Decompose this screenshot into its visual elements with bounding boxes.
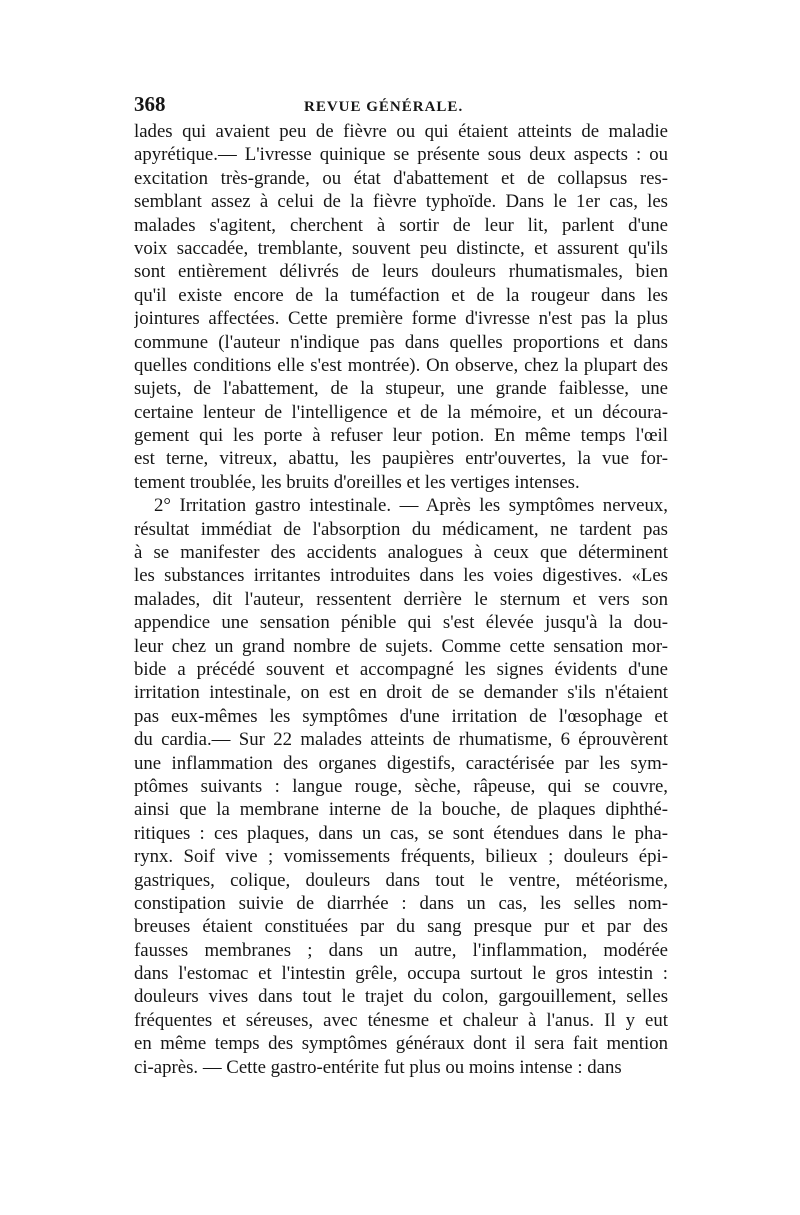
text-line: fréquentes et séreuses, avec ténesme et chaleur à l'anus. Il y eut: [134, 1009, 668, 1031]
text-line: ptômes suivants : langue rouge, sèche, râpeuse, qui se couvre,: [134, 775, 668, 797]
text-line: certaine lenteur de l'intelligence et de la mémoire, et un découra-: [134, 401, 668, 423]
text-line: apyrétique.— L'ivresse quinique se présente sous deux aspects : ou: [134, 144, 668, 166]
text-line: tement troublée, les bruits d'oreilles et les vertiges intenses.: [134, 471, 580, 493]
text-line: du cardia.— Sur 22 malades atteints de rhumatisme, 6 éprouvèrent: [134, 729, 668, 751]
text-line: pas eux-mêmes les symptômes d'une irritation de l'œsophage et: [134, 705, 668, 727]
text-line: dans l'estomac et l'intestin grêle, occupa surtout le gros intestin :: [134, 963, 668, 985]
text-line: ainsi que la membrane interne de la bouche, de plaques diphthé-: [134, 799, 668, 821]
text-line: à se manifester des accidents analogues à ceux que déterminent: [134, 542, 668, 564]
text-line: voix saccadée, tremblante, souvent peu distincte, et assurent qu'ils: [134, 237, 668, 259]
page-number: 368: [134, 92, 166, 116]
text-line: bide a précédé souvent et accompagné les signes évidents d'une: [134, 658, 668, 680]
text-line: excitation très-grande, ou état d'abattement et de collapsus res-: [134, 167, 668, 189]
text-line: ritiques : ces plaques, dans un cas, se sont étendues dans le pha-: [134, 822, 668, 844]
text-line: irritation intestinale, on est en droit de se demander s'ils n'étaient: [134, 682, 668, 704]
text-line: malades s'agitent, cherchent à sortir de leur lit, parlent d'une: [134, 214, 668, 236]
text-line: sont entièrement délivrés de leurs douleurs rhumatismales, bien: [134, 261, 668, 283]
text-line: résultat immédiat de l'absorption du médicament, ne tardent pas: [134, 518, 668, 540]
text-line: qu'il existe encore de la tuméfaction et de la rougeur dans les: [134, 284, 668, 306]
text-line: semblant assez à celui de la fièvre typhoïde. Dans le 1er cas, les: [134, 191, 668, 213]
text-line: constipation suivie de diarrhée : dans un cas, les selles nom-: [134, 892, 668, 914]
text-line: une inflammation des organes digestifs, caractérisée par les sym-: [134, 752, 668, 774]
journal-title: REVUE GÉNÉRALE.: [304, 99, 464, 115]
text-line: appendice une sensation pénible qui s'est élevée jusqu'à la dou-: [134, 612, 668, 634]
text-line: malades, dit l'auteur, ressentent derrière le sternum et vers son: [134, 588, 668, 610]
text-line: douleurs vives dans tout le trajet du colon, gargouillement, selles: [134, 986, 668, 1008]
text-line: quelles conditions elle s'est montrée). On observe, chez la plupart des: [134, 354, 668, 376]
text-line: ci-après. — Cette gastro-entérite fut plus ou moins intense : dans: [134, 1056, 622, 1078]
text-line: les substances irritantes introduites dans les voies digestives. «Les: [134, 565, 668, 587]
text-line: sujets, de l'abattement, de la stupeur, une grande faiblesse, une: [134, 378, 668, 400]
text-line: gement qui les porte à refuser leur potion. En même temps l'œil: [134, 425, 668, 447]
running-head: [134, 92, 668, 118]
text-line: breuses étaient constituées par du sang presque pur et par des: [134, 916, 668, 938]
text-line: leur chez un grand nombre de sujets. Comme cette sensation mor-: [134, 635, 668, 657]
text-line: commune (l'auteur n'indique pas dans quelles proportions et dans: [134, 331, 668, 353]
text-line: rynx. Soif vive ; vomissements fréquents, bilieux ; douleurs épi-: [134, 846, 668, 868]
document-page: [134, 92, 668, 1079]
text-line: lades qui avaient peu de fièvre ou qui étaient atteints de maladie: [134, 121, 668, 142]
text-line: fausses membranes ; dans un autre, l'inflammation, modérée: [134, 939, 668, 961]
text-line: en même temps des symptômes généraux dont il sera fait mention: [134, 1033, 668, 1055]
text-line: 2° Irritation gastro intestinale. — Après les symptômes nerveux,: [154, 495, 668, 517]
text-line: gastriques, colique, douleurs dans tout le ventre, météorisme,: [134, 869, 668, 891]
text-line: est terne, vitreux, abattu, les paupières entr'ouvertes, la vue for-: [134, 448, 668, 470]
text-line: jointures affectées. Cette première forme d'ivresse n'est pas la plus: [134, 308, 668, 330]
body-text: [134, 120, 668, 1079]
